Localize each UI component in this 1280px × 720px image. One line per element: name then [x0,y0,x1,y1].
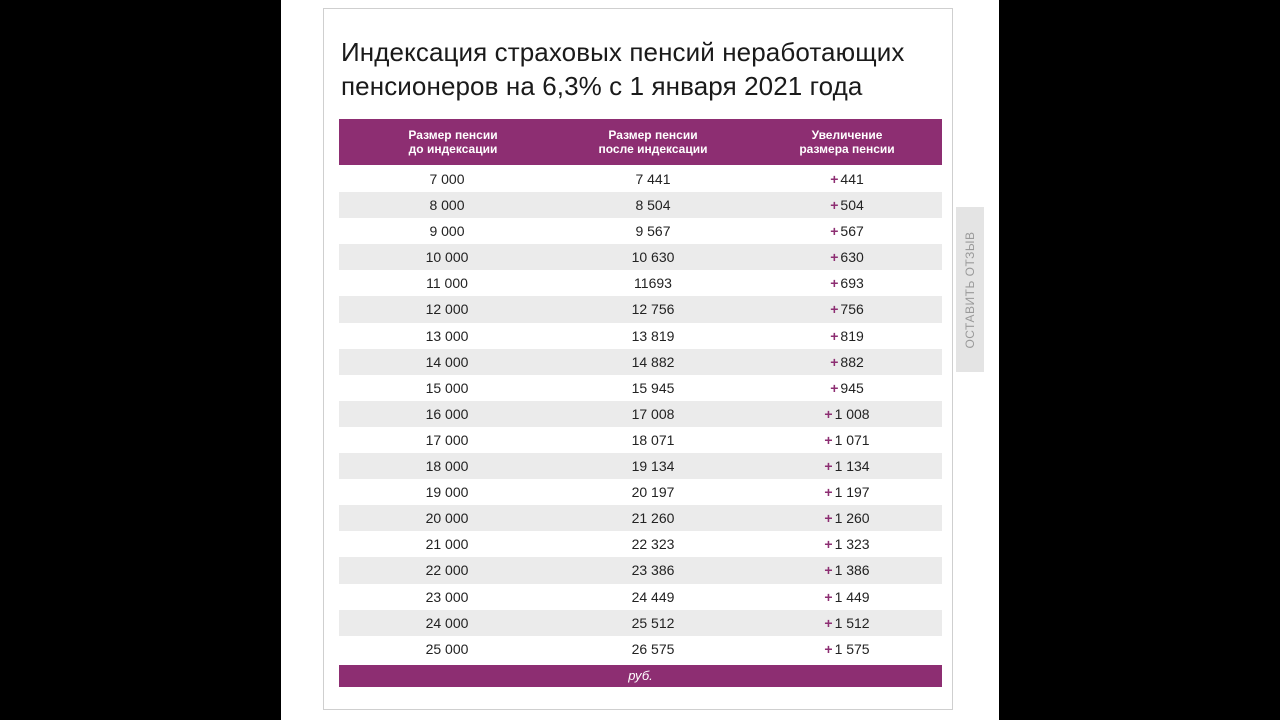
cell-pension-before: 24 000 [425,614,469,631]
plus-sign: + [824,484,833,501]
cell-pension-increase [767,166,927,192]
infographic-card [323,8,953,710]
plus-sign: + [824,405,833,422]
cell-pension-after: 21 260 [631,510,675,527]
cell-pension-increase [767,296,927,322]
plus-sign: + [824,614,833,631]
increase-value: 1 071 [834,431,870,448]
increase-value: 1 575 [834,640,870,657]
increase-value: 693 [840,275,864,292]
cell-pension-increase [767,375,927,401]
plus-sign: + [830,197,839,214]
table-row [339,427,942,453]
plus-sign: + [824,431,833,448]
cell-pension-after: 12 756 [631,301,675,318]
increase-value: 1 008 [834,405,870,422]
cell-pension-increase [767,636,927,662]
increase-value: 441 [840,171,864,187]
table-header [339,119,942,165]
table-body [339,166,942,662]
cell-pension-increase [767,192,927,218]
cell-pension-after: 11693 [634,275,672,292]
cell-pension-before: 14 000 [425,353,469,370]
increase-value: 1 449 [834,588,870,605]
plus-sign: + [824,536,833,553]
cell-pension-increase [767,453,927,479]
table-row [339,192,942,218]
plus-sign: + [830,301,839,318]
cell-pension-increase [767,505,927,531]
cell-pension-after: 24 449 [631,588,675,605]
plus-sign: + [830,379,839,396]
cell-pension-after: 13 819 [631,327,675,344]
cell-pension-after: 23 386 [631,562,675,579]
cell-pension-before: 12 000 [425,301,469,318]
table-row [339,375,942,401]
cell-pension-after: 17 008 [631,405,675,422]
cell-pension-after: 20 197 [631,484,675,501]
increase-value: 756 [840,301,864,318]
cell-pension-after: 10 630 [631,249,675,266]
plus-sign: + [830,353,839,370]
cell-pension-after: 26 575 [631,640,675,657]
table-row [339,166,942,192]
cell-pension-before: 15 000 [425,379,469,396]
increase-value: 567 [840,223,864,240]
cell-pension-before: 10 000 [425,249,469,266]
cell-pension-increase [767,427,927,453]
cell-pension-before: 18 000 [425,458,469,475]
cell-pension-increase [767,218,927,244]
cell-pension-increase [767,349,927,375]
increase-value: 882 [840,353,864,370]
cell-pension-before: 23 000 [425,588,469,605]
plus-sign: + [830,275,839,292]
plus-sign: + [824,458,833,475]
cell-pension-before: 9 000 [429,223,465,240]
infographic-title: Индексация страховых пенсий неработающих пенсионеров на 6,3% с 1 января 2021 года [341,37,905,101]
cell-pension-before: 16 000 [425,405,469,422]
cell-pension-before: 13 000 [425,327,469,344]
table-row [339,218,942,244]
cell-pension-after: 14 882 [631,353,675,370]
plus-sign: + [830,223,839,240]
table-row [339,349,942,375]
cell-pension-before: 11 000 [426,275,468,292]
table-row [339,610,942,636]
increase-value: 819 [840,327,864,344]
cell-pension-after: 19 134 [631,458,675,475]
plus-sign: + [824,562,833,579]
cell-pension-increase [767,479,927,505]
table-row [339,244,942,270]
cell-pension-increase [767,584,927,610]
cell-pension-before: 20 000 [425,510,469,527]
increase-value: 504 [840,197,864,214]
cell-pension-before: 25 000 [425,640,469,657]
table-row [339,323,942,349]
cell-pension-increase [767,401,927,427]
increase-value: 1 323 [834,536,870,553]
cell-pension-after: 25 512 [631,614,675,631]
plus-sign: + [824,640,833,657]
feedback-tab-label: ОСТАВИТЬ ОТЗЫВ [963,230,977,349]
plus-sign: + [830,327,839,344]
cell-pension-before: 17 000 [425,431,469,448]
cell-pension-after: 18 071 [631,431,675,448]
table-row [339,479,942,505]
cell-pension-before: 7 000 [429,171,465,187]
table-row [339,636,942,662]
table-row [339,531,942,557]
increase-value: 630 [840,249,864,266]
increase-value: 1 260 [834,510,870,527]
increase-value: 1 197 [834,484,870,501]
increase-value: 1 386 [834,562,870,579]
cell-pension-before: 19 000 [425,484,469,501]
header-pension-after: Размер пенсии после индексации [598,128,708,156]
cell-pension-increase [767,531,927,557]
table-row [339,401,942,427]
table-row [339,557,942,583]
cell-pension-after: 8 504 [635,197,671,214]
increase-value: 1 512 [834,614,870,631]
plus-sign: + [824,588,833,605]
cell-pension-after: 9 567 [635,223,671,240]
header-pension-before: Размер пенсии до индексации [408,128,498,156]
cell-pension-increase [767,270,927,296]
cell-pension-after: 7 441 [635,171,671,187]
currency-footer: руб. [339,665,942,687]
cell-pension-before: 8 000 [429,197,465,214]
cell-pension-after: 22 323 [631,536,675,553]
page [281,0,999,720]
header-pension-increase: Увеличение размера пенсии [799,128,895,156]
increase-value: 945 [840,379,864,396]
increase-value: 1 134 [834,458,870,475]
table-row [339,505,942,531]
table-row [339,270,942,296]
table-row [339,584,942,610]
cell-pension-increase [767,323,927,349]
cell-pension-increase [767,244,927,270]
table-row [339,453,942,479]
cell-pension-before: 21 000 [425,536,469,553]
plus-sign: + [830,171,839,187]
plus-sign: + [830,249,839,266]
plus-sign: + [824,510,833,527]
feedback-tab[interactable] [956,207,984,372]
table-row [339,296,942,322]
cell-pension-before: 22 000 [425,562,469,579]
cell-pension-increase [767,610,927,636]
cell-pension-increase [767,557,927,583]
cell-pension-after: 15 945 [631,379,675,396]
